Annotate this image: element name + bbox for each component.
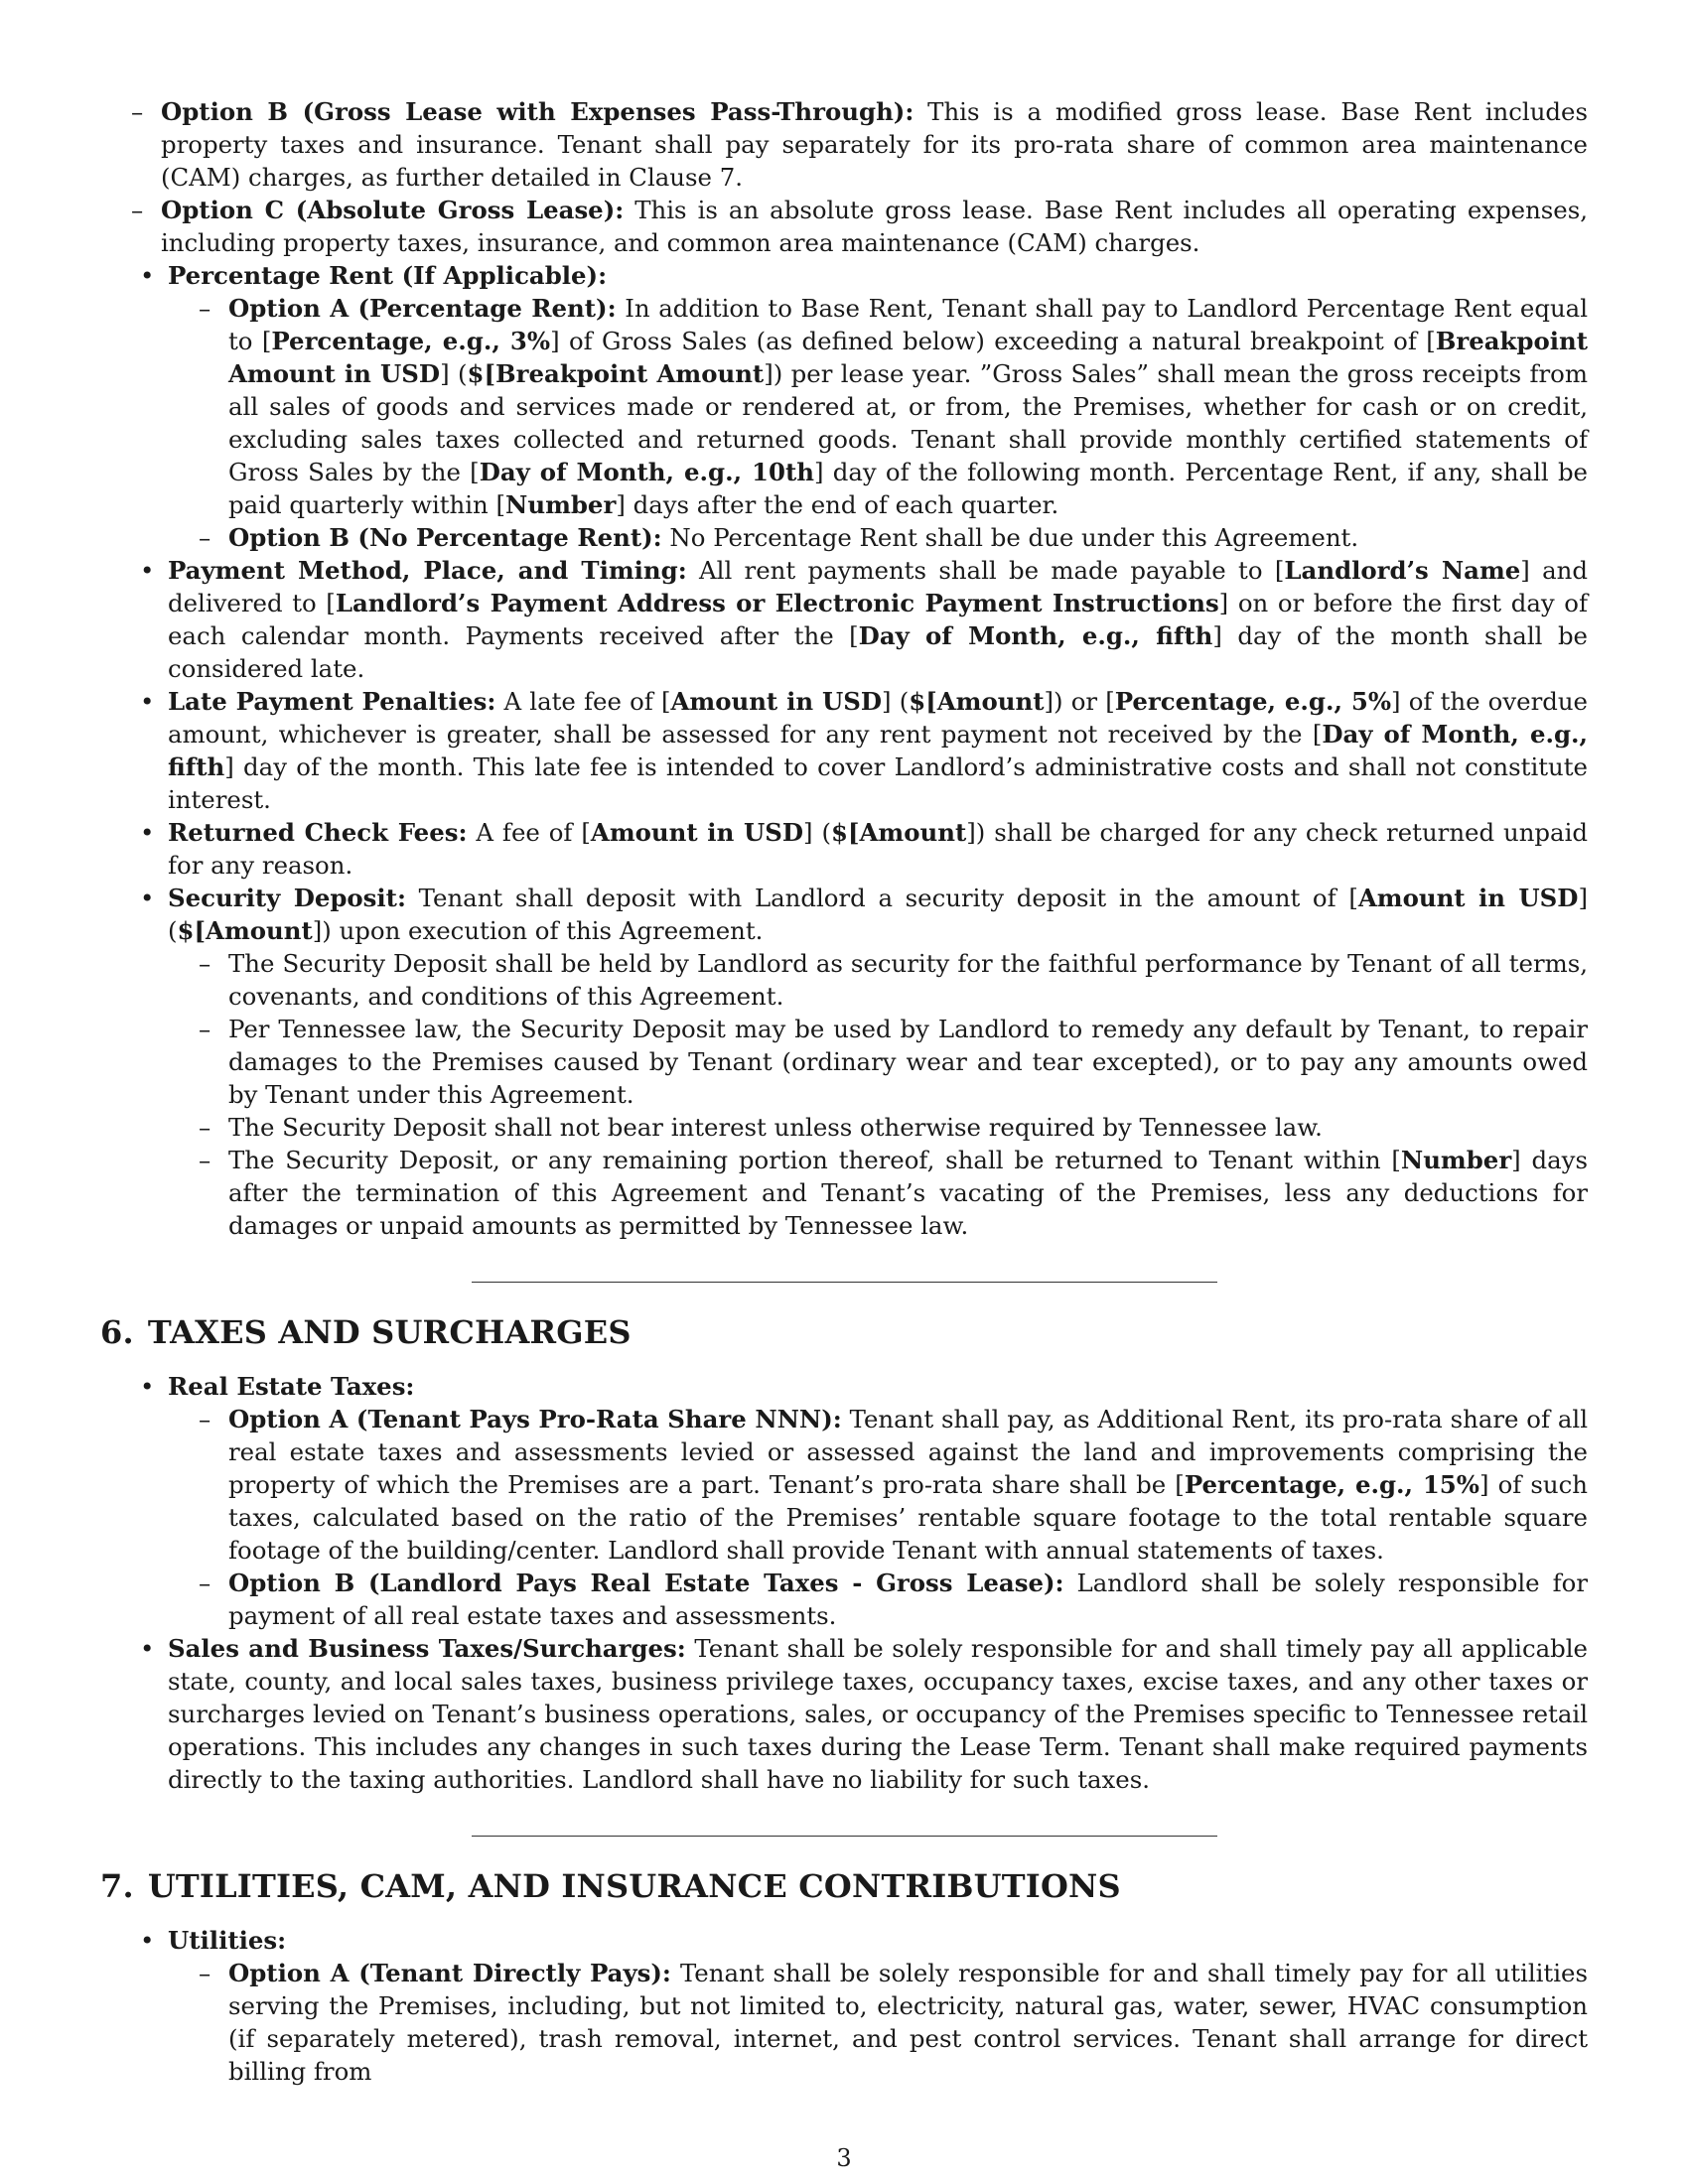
section-7-list — [100, 1924, 1588, 2088]
document-page — [100, 95, 1588, 2088]
percentage-rent-option-a: – Option A (Percentage Rent): In addition to Base Rent, Tenant shall pay to Landlord Percentage Rent equal to [Percentage, e.g., 3%] of Gross Sales (as defined below) exceeding a natural breakpoint of [Breakpoint Amount in USD] ($[Breakpoint Amount]) per lease year. ”Gross Sales” shall mean the gross receipts from all sales of goods and services made or rendered at, or from, the Premises, whether for cash or on credit, excluding sales taxes collected and returned goods. Tenant shall provide monthly certified statements of Gross Sales by the [Day of Month, e.g., 10th] day of the following month. Percentage Rent, if any, shall be paid quarterly within [Number] days after the end of each quarter. — [228, 292, 1588, 521]
utilities-item: • Utilities: – Option A (Tenant Directly Pays): Tenant shall be solely responsible for and shall timely pay for all utilities serving the Premises, including, but not limited to, electricity, natural gas, water, sewer, HVAC consumption (if separately metered), trash removal, internet, and pest control services. Tenant shall arrange for direct billing from — [168, 1924, 1588, 2088]
returned-check-item: • Returned Check Fees: A fee of [Amount in USD] ($[Amount]) shall be charged for any check returned unpaid for any reason. — [168, 816, 1588, 882]
security-deposit-held: – The Security Deposit shall be held by Landlord as security for the faithful performance by Tenant of all terms, covenants, and conditions of this Agreement. — [228, 947, 1588, 1013]
percentage-rent-item: • Percentage Rent (If Applicable): – Option A (Percentage Rent): In addition to Base Rent, Tenant shall pay to Landlord Percentage Rent equal to [Percentage, e.g., 3%] of Gross Sales (as defined below) exceeding a natural breakpoint of [Breakpoint Amount in USD] ($[Breakpoint Amount]) per lease year. ”Gross Sales” shall mean the gross receipts from all sales of goods and services made or rendered at, or from, the Premises, whether for cash or on credit, excluding sales taxes collected and returned goods. Tenant shall provide monthly certified statements of Gross Sales by the [Day of Month, e.g., 10th] day of the following month. Percentage Rent, if any, shall be paid quarterly within [Number] days after the end of each quarter. – Option B (No Percentage Rent): No Percentage Rent shall be due under this Agreement. — [168, 259, 1588, 554]
sales-business-taxes-item: • Sales and Business Taxes/Surcharges: Tenant shall be solely responsible for and shall timely pay all applicable state, county, and local sales taxes, business privilege taxes, occupancy taxes, excise taxes, and any other taxes or surcharges levied on Tenant’s business operations, sales, or occupancy of the Premises specific to Tennessee retail operations. This includes any changes in such taxes during the Lease Term. Tenant shall make required payments directly to the taxing authorities. Landlord shall have no liability for such taxes. — [168, 1632, 1588, 1796]
real-estate-taxes-item: • Real Estate Taxes: – Option A (Tenant Pays Pro-Rata Share NNN): Tenant shall pay, as Additional Rent, its pro-rata share of all real estate taxes and assessments levied or assessed against the land and improvements comprising the property of which the Premises are a part. Tenant’s pro-rata share shall be [Percentage, e.g., 15%] of such taxes, calculated based on the ratio of the Premises’ rentable square footage to the total rentable square footage of the building/center. Landlord shall provide Tenant with annual statements of taxes. – Option B (Landlord Pays Real Estate Taxes - Gross Lease): Landlord shall be solely responsible for payment of all real estate taxes and assessments. — [168, 1370, 1588, 1632]
real-estate-option-b: – Option B (Landlord Pays Real Estate Taxes - Gross Lease): Landlord shall be solely responsible for payment of all real estate taxes and assessments. — [228, 1567, 1588, 1632]
rent-terms-list — [100, 259, 1588, 1242]
security-deposit-use: – Per Tennessee law, the Security Deposit may be used by Landlord to remedy any default by Tenant, to repair damages to the Premises caused by Tenant (ordinary wear and tear excepted), or to pay any amounts owed by Tenant under this Agreement. — [228, 1013, 1588, 1111]
real-estate-option-a: – Option A (Tenant Pays Pro-Rata Share NNN): Tenant shall pay, as Additional Rent, its pro-rata share of all real estate taxes and assessments levied or assessed against the land and improvements comprising the property of which the Premises are a part. Tenant’s pro-rata share shall be [Percentage, e.g., 15%] of such taxes, calculated based on the ratio of the Premises’ rentable square footage to the total rentable square footage of the building/center. Landlord shall provide Tenant with annual statements of taxes. — [228, 1403, 1588, 1567]
section-6-heading: 6. TAXES AND SURCHARGES — [100, 1313, 632, 1351]
option-b-gross-lease: – Option B (Gross Lease with Expenses Pass-Through): This is a modified gross lease. Base Rent includes property taxes and insurance. Tenant shall pay separately for its pro-rata share of common area maintenance (CAM) charges, as further detailed in Clause 7. — [161, 95, 1588, 194]
section-7-heading: 7. UTILITIES, CAM, AND INSURANCE CONTRIBUTIONS — [100, 1867, 1121, 1905]
section-6-list — [100, 1370, 1588, 1796]
security-deposit-return: – The Security Deposit, or any remaining portion thereof, shall be returned to Tenant within [Number] days after the termination of this Agreement and Tenant’s vacating of the Premises, less any deductions for damages or unpaid amounts as permitted by Tennessee law. — [228, 1144, 1588, 1242]
lease-type-options — [100, 95, 1588, 259]
security-deposit-interest: – The Security Deposit shall not bear interest unless otherwise required by Tennessee law. — [228, 1111, 1588, 1144]
security-deposit-item: • Security Deposit: Tenant shall deposit with Landlord a security deposit in the amount of [Amount in USD] ($[Amount]) upon execution of this Agreement. – The Security Deposit shall be held by Landlord as security for the faithful performance by Tenant of all terms, covenants, and conditions of this Agreement. – Per Tennessee law, the Security Deposit may be used by Landlord to remedy any default by Tenant, to repair damages to the Premises caused by Tenant (ordinary wear and tear excepted), or to pay any amounts owed by Tenant under this Agreement. – The Security Deposit shall not bear interest unless otherwise required by Tennessee law. – The Security Deposit, or any remaining portion thereof, shall be returned to Tenant within [Number] days after the termination of this Agreement and Tenant’s vacating of the Premises, less any deductions for damages or unpaid amounts as permitted by Tennessee law. — [168, 882, 1588, 1242]
late-payment-item: • Late Payment Penalties: A late fee of [Amount in USD] ($[Amount]) or [Percentage, e.g., 5%] of the overdue amount, whichever is greater, shall be assessed for any rent payment not received by the [Day of Month, e.g., fifth] day of the month. This late fee is intended to cover Landlord’s administrative costs and shall not constitute interest. — [168, 685, 1588, 816]
payment-method-item: • Payment Method, Place, and Timing: All rent payments shall be made payable to [Landlord’s Name] and delivered to [Landlord’s Payment Address or Electronic Payment Instructions] on or before the first day of each calendar month. Payments received after the [Day of Month, e.g., fifth] day of the month shall be considered late. — [168, 554, 1588, 685]
page-number: 3 — [836, 2144, 852, 2172]
option-c-absolute-gross-lease: – Option C (Absolute Gross Lease): This is an absolute gross lease. Base Rent includes all operating expenses, including property taxes, insurance, and common area maintenance (CAM) charges. — [161, 194, 1588, 259]
percentage-rent-option-b: – Option B (No Percentage Rent): No Percentage Rent shall be due under this Agreement. — [228, 521, 1588, 554]
utilities-option-a: – Option A (Tenant Directly Pays): Tenant shall be solely responsible for and shall timely pay for all utilities serving the Premises, including, but not limited to, electricity, natural gas, water, sewer, HVAC consumption (if separately metered), trash removal, internet, and pest control services. Tenant shall arrange for direct billing from — [228, 1957, 1588, 2088]
